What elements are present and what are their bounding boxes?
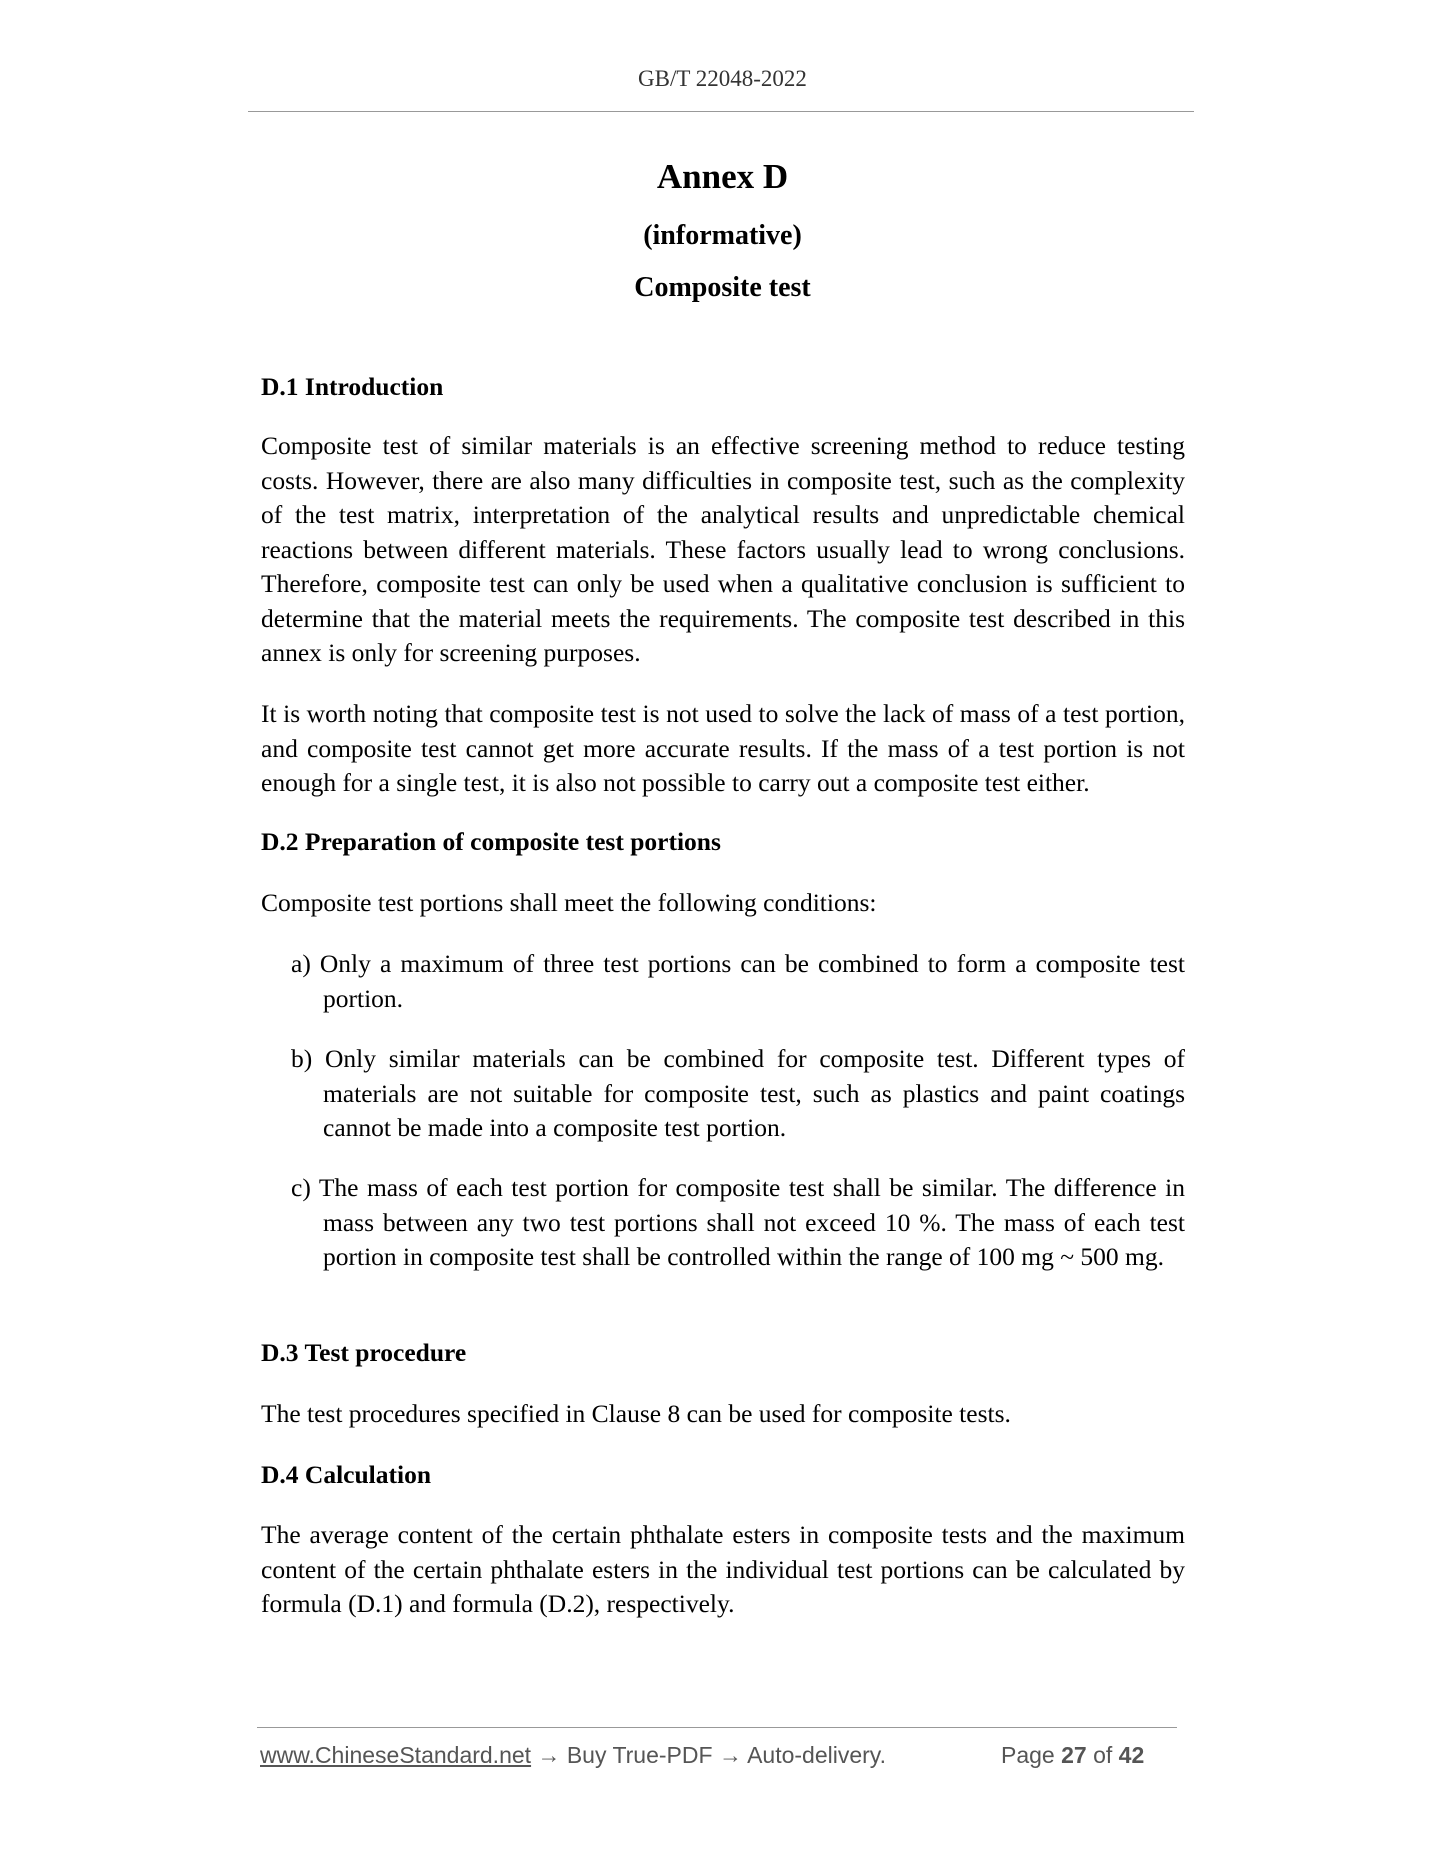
list-item-c: c) The mass of each test portion for composite test shall be similar. The difference in mass between any two test portions shall not exceed 10 %. The mass of each test portion in composite test shall be controlled within the range of 100 mg ~ 500 mg. bbox=[291, 1173, 1185, 1271]
page-total: 42 bbox=[1118, 1742, 1145, 1768]
footer-site-link[interactable]: www.ChineseStandard.net bbox=[260, 1742, 532, 1768]
paragraph-d1-2: It is worth noting that composite test is not used to solve the lack of mass of a test portion, and composite test cannot get more accurate results. If the mass of a test portion is not enough for a single test, it is also not possible to carry out a composite test either. bbox=[261, 699, 1185, 797]
header-doc-code: GB/T 22048-2022 bbox=[638, 66, 807, 91]
footer-buy-text: Buy True-PDF bbox=[566, 1742, 713, 1768]
section-heading-d4: D.4 Calculation bbox=[261, 1460, 432, 1489]
paragraph-d2-intro: Composite test portions shall meet the following conditions: bbox=[261, 888, 877, 917]
page-num: 27 bbox=[1061, 1742, 1087, 1768]
page-label: Page bbox=[1001, 1742, 1055, 1768]
footer-page-number bbox=[1001, 1742, 1144, 1769]
list-item-a: a) Only a maximum of three test portions can be combined to form a composite test portion. bbox=[291, 949, 1185, 1013]
list-item-b: b) Only similar materials can be combined for composite test. Different types of materials are not suitable for composite test, such as plastics and paint coatings cannot be made into a composite test portion. bbox=[291, 1044, 1185, 1142]
paragraph-d4-1: The average content of the certain phthalate esters in composite tests and the maximum content of the certain phthalate esters in the individual test portions can be calculated by formula (D.1) and formula (D.2), respectively. bbox=[261, 1520, 1185, 1618]
annex-name: Composite test bbox=[634, 272, 811, 303]
footer-delivery-text: Auto-delivery. bbox=[747, 1742, 886, 1768]
annex-title: Annex D bbox=[656, 157, 789, 196]
annex-subtitle: (informative) bbox=[643, 220, 802, 251]
section-heading-d3: D.3 Test procedure bbox=[261, 1338, 467, 1367]
of-label: of bbox=[1093, 1742, 1113, 1768]
footer-links bbox=[260, 1742, 886, 1769]
section-heading-d1: D.1 Introduction bbox=[261, 372, 444, 401]
paragraph-d3-1: The test procedures specified in Clause 8 can be used for composite tests. bbox=[261, 1399, 1011, 1428]
section-heading-d2: D.2 Preparation of composite test portions bbox=[261, 827, 721, 856]
footer-rule bbox=[257, 1727, 1177, 1728]
arrow-icon: → bbox=[718, 1742, 742, 1768]
paragraph-d1-1: Composite test of similar materials is an effective screening method to reduce testing costs. However, there are also many difficulties in composite test, such as the complexity of the test matrix, interpretation of the analytical results and unpredictable chemical reactions between different materials. These factors usually lead to wrong conclusions. Therefore, composite test can only be used when a qualitative conclusion is sufficient to determine that the material meets the requirements. The composite test described in this annex is only for screening purposes. bbox=[261, 431, 1185, 667]
header-rule bbox=[248, 111, 1194, 112]
arrow-icon: → bbox=[537, 1742, 561, 1768]
